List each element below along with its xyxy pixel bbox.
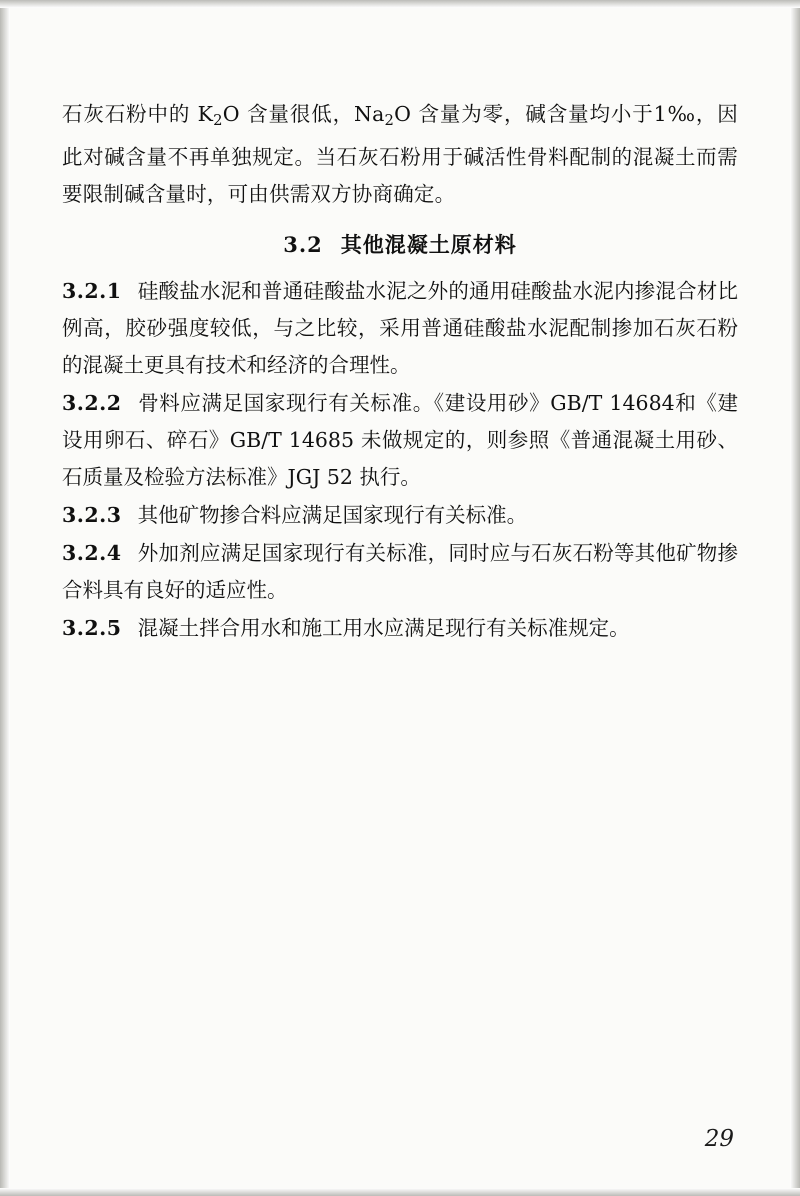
clause-text: 硅酸盐水泥和普通硅酸盐水泥之外的通用硅酸盐水泥内掺混合材比例高，胶砂强度较低，与之比较，采用普通硅酸盐水泥配制掺加石灰石粉的混凝土更具有技术和经济的合理性。: [62, 279, 738, 378]
clause-3-2-1: [62, 273, 738, 384]
clause-3-2-3: [62, 497, 738, 534]
page-edge-shadow-bottom: [0, 1188, 800, 1196]
clause-text: 外加剂应满足国家现行有关标准，同时应与石灰石粉等其他矿物掺合料具有良好的适应性。: [62, 541, 738, 603]
section-number: 3.2: [283, 232, 323, 258]
clause-text: 其他矿物掺合料应满足国家现行有关标准。: [137, 503, 528, 528]
clause-text: 混凝土拌合用水和施工用水应满足现行有关标准规定。: [137, 616, 630, 641]
clause-text: 骨料应满足国家现行有关标准。《建设用砂》GB/T 14684和《建设用卵石、碎石》GB/T 14685 未做规定的，则参照《普通混凝土用砂、石质量及检验方法标准》JGJ 52 执行。: [62, 391, 738, 490]
clause-3-2-5: [62, 610, 738, 647]
paragraph-text-part-1: 石灰石粉中的 K: [62, 102, 214, 126]
clause-number: 3.2.3: [62, 503, 122, 528]
k2o-subscript: 2: [213, 112, 223, 130]
page-edge-shadow-left: [0, 0, 10, 1196]
clause-number: 3.2.4: [62, 541, 122, 566]
page-content: [62, 96, 738, 1116]
clause-3-2-4: [62, 535, 738, 609]
paragraph-text-part-3: O 含量为零，碱含量均小于1‰，因此对碱含量不再单独规定。当石灰石粉用于碱活性骨料配制的混凝土而需要限制碱含量时，可由供需双方协商确定。: [62, 102, 738, 207]
clause-number: 3.2.2: [62, 391, 122, 416]
clause-number: 3.2.1: [62, 279, 122, 304]
clause-number: 3.2.5: [62, 616, 122, 641]
na2o-subscript: 2: [384, 112, 395, 130]
section-title: 其他混凝土原材料: [340, 233, 517, 258]
section-heading: [62, 229, 738, 259]
page-edge-shadow-top: [0, 0, 800, 8]
paragraph-text-part-2: O 含量很低，Na: [222, 102, 385, 126]
clause-3-2-2: [62, 385, 738, 496]
paragraph-alkali-content: [62, 96, 738, 213]
page-number: 29: [704, 1126, 734, 1152]
page-edge-shadow-right: [790, 0, 800, 1196]
